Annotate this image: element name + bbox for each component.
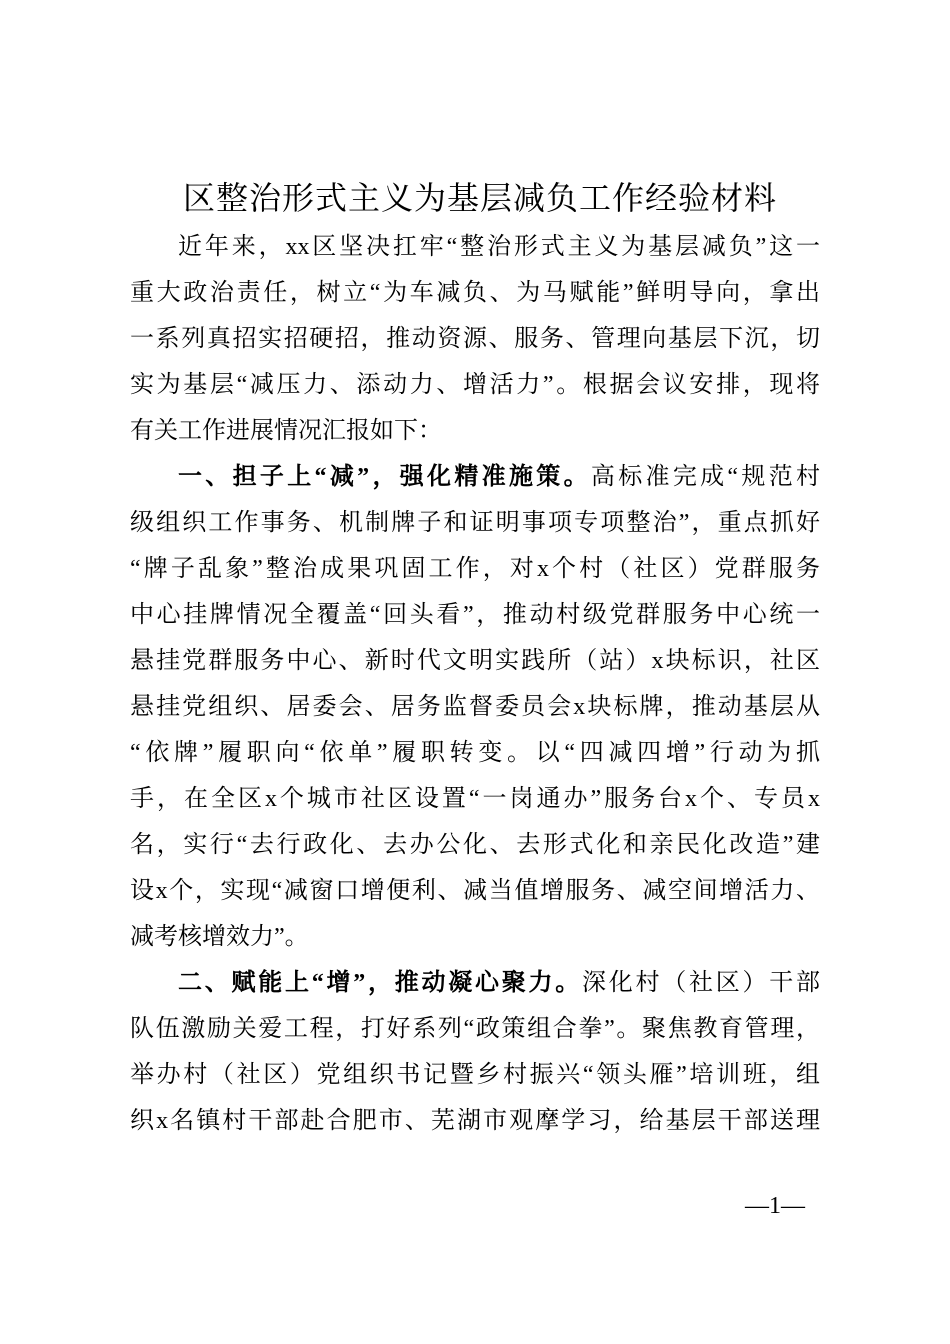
paragraph-line: 级组织工作事务、机制牌子和证明事项专项整治”，重点抓好 [130,510,820,536]
paragraph-line [130,454,820,500]
paragraph-line: “牌子乱象”整治成果巩固工作，对x个村（社区）党群服务 [130,556,820,582]
paragraph-line: 近年来，xx区坚决扛牢“整治形式主义为基层减负”这一 [178,234,820,260]
paragraph-line: 有关工作进展情况汇报如下： [130,418,442,444]
paragraph-line: 名，实行“去行政化、去办公化、去形式化和亲民化改造”建 [130,832,820,858]
section-heading: 二、赋能上“增”，推动凝心聚力。 [178,970,582,996]
paragraph-line: 设x个，实现“减窗口增便利、减当值增服务、减空间增活力、 [130,878,820,904]
paragraph-line: 实为基层“减压力、添动力、增活力”。根据会议安排，现将 [130,372,820,398]
paragraph-line: “依牌”履职向“依单”履职转变。以“四减四增”行动为抓 [130,740,820,766]
paragraph-intro [130,224,820,454]
paragraph-text: 高标准完成“规范村 [590,464,821,490]
paragraph-line: 悬挂党群服务中心、新时代文明实践所（站）x块标识，社区 [130,648,820,674]
paragraph-text: 深化村（社区）干部 [582,970,820,996]
page-number: —1— [745,1193,805,1219]
paragraph-line: 队伍激励关爱工程，打好系列“政策组合拳”。聚焦教育管理， [130,1016,820,1042]
paragraph-line [130,960,820,1006]
paragraph-section-1 [130,454,820,960]
paragraph-line: 重大政治责任，树立“为车减负、为马赋能”鲜明导向，拿出 [130,280,820,306]
paragraph-line: 手，在全区x个城市社区设置“一岗通办”服务台x个、专员x [130,786,820,812]
paragraph-line: 一系列真招实招硬招，推动资源、服务、管理向基层下沉，切 [130,326,820,352]
document-body [130,224,820,1144]
paragraph-line: 举办村（社区）党组织书记暨乡村振兴“领头雁”培训班，组 [130,1062,820,1088]
section-heading: 一、担子上“减”，强化精准施策。 [178,464,591,490]
paragraph-line: 减考核增效力”。 [130,924,309,950]
paragraph-line: 中心挂牌情况全覆盖“回头看”，推动村级党群服务中心统一 [130,602,820,628]
document-title: 区整治形式主义为基层减负工作经验材料 [182,180,777,216]
paragraph-line: 悬挂党组织、居委会、居务监督委员会x块标牌，推动基层从 [130,694,820,720]
paragraph-line: 织x名镇村干部赴合肥市、芜湖市观摩学习，给基层干部送理 [130,1108,820,1134]
paragraph-section-2 [130,960,820,1144]
